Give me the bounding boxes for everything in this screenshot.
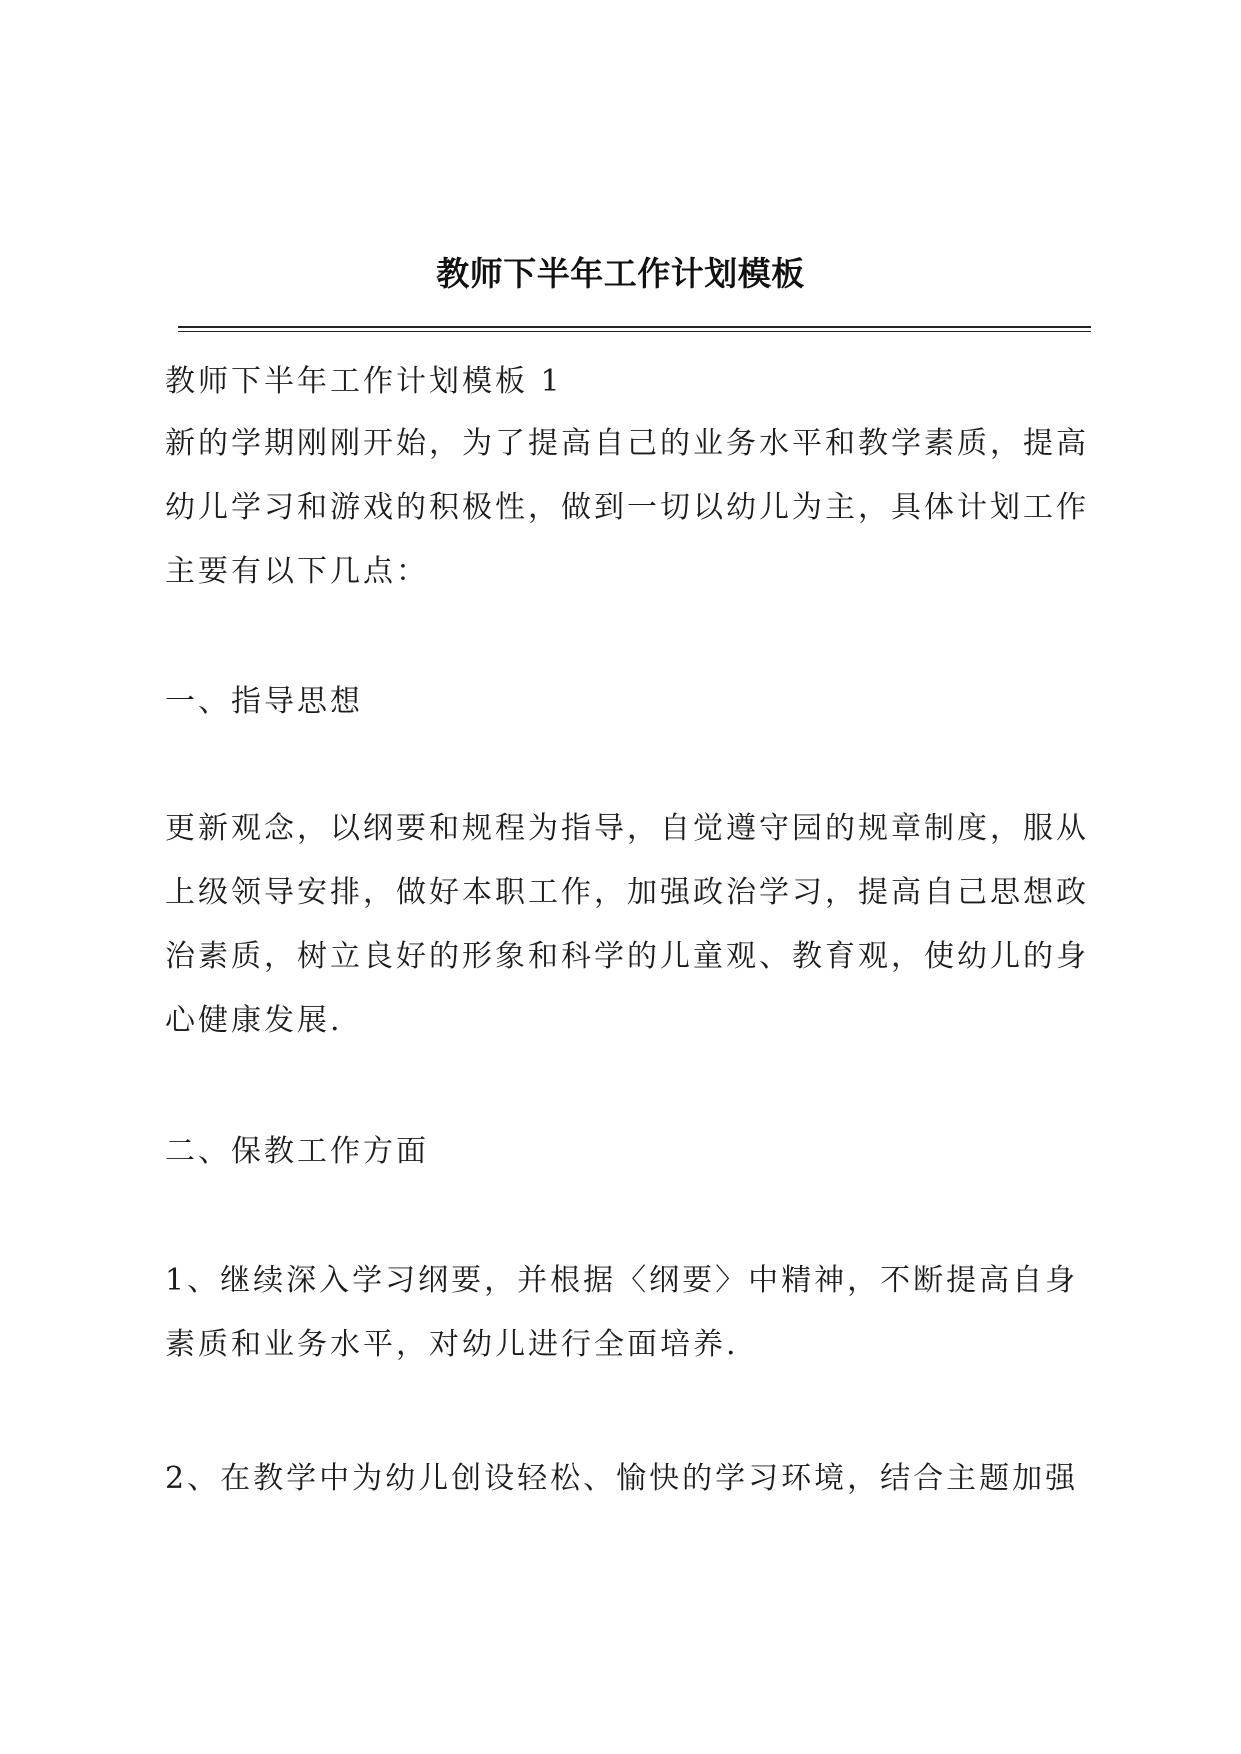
document-subtitle: 教师下半年工作计划模板 1 xyxy=(165,364,563,399)
section-paragraph-guiding-ideology: 更新观念，以纲要和规程为指导，自觉遵守园的规章制度，服从上级领导安排，做好本职工作，加强政治学习，提高自己思想政治素质，树立良好的形象和科学的儿童观、教育观，使幼儿的身心健康发展. xyxy=(165,811,1089,1038)
document-title: 教师下半年工作计划模板 xyxy=(436,254,805,293)
title-divider xyxy=(178,326,1091,332)
list-item-1: 1、继续深入学习纲要，并根据〈纲要〉中精神，不断提高自身素质和业务水平，对幼儿进行全面培养. xyxy=(165,1263,1079,1362)
intro-paragraph: 新的学期刚刚开始，为了提高自己的业务水平和教学素质，提高幼儿学习和游戏的积极性，做到一切以幼儿为主，具体计划工作主要有以下几点： xyxy=(165,426,1089,589)
section-heading-teaching-work: 二、保教工作方面 xyxy=(165,1134,429,1169)
list-item-2: 2、在教学中为幼儿创设轻松、愉快的学习环境，结合主题加强 xyxy=(165,1461,1079,1496)
section-heading-guiding-ideology: 一、指导思想 xyxy=(165,684,363,719)
